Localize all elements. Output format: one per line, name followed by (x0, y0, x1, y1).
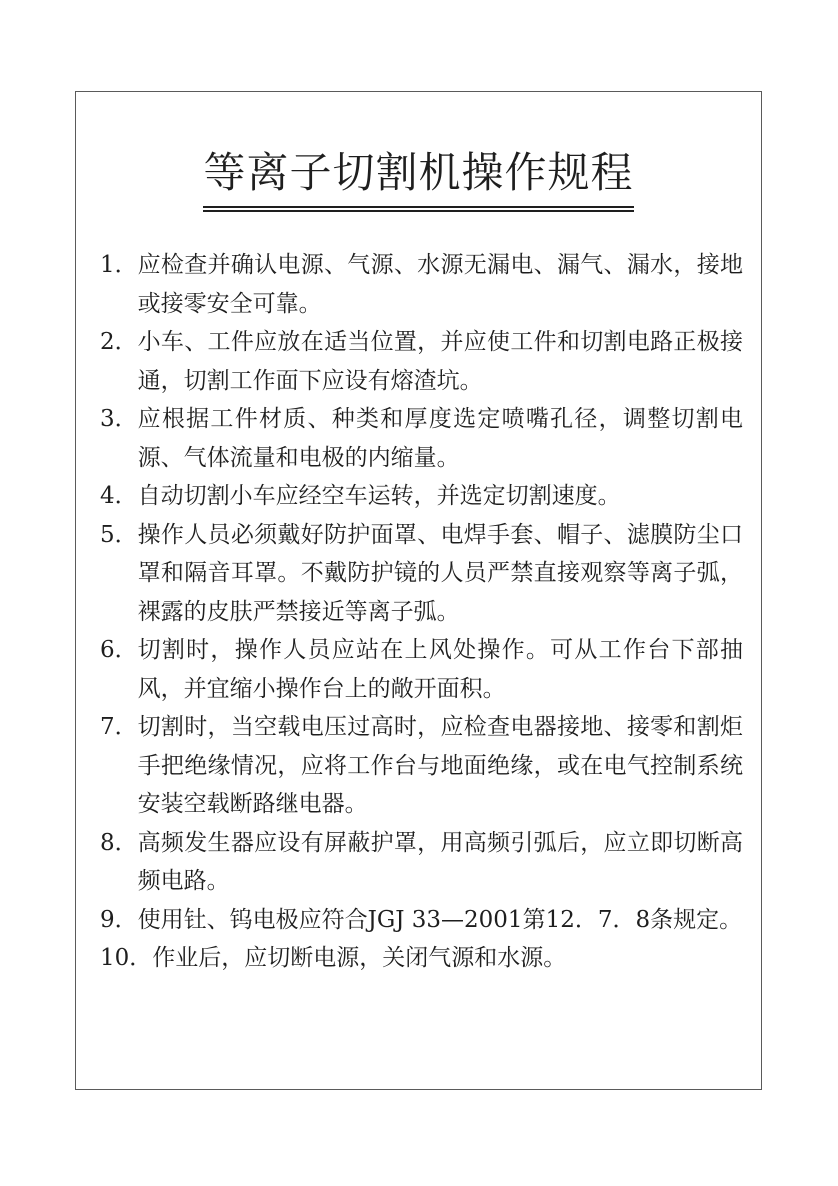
rule-item (100, 323, 743, 400)
rule-number: 2． (100, 329, 138, 356)
rule-number: 1． (100, 252, 138, 279)
rule-text: 应检查并确认电源、气源、水源无漏电、漏气、漏水，接地或接零安全可靠。 (137, 252, 743, 317)
document-title (76, 148, 761, 198)
rule-text: 切割时，当空载电压过高时，应检查电器接地、接零和割炬手把绝缘情况，应将工作台与地面绝缘，或在电气控制系统安装空载断路继电器。 (137, 714, 743, 818)
rule-item (100, 477, 743, 516)
rule-number: 5． (100, 521, 138, 548)
rule-number: 10． (100, 945, 153, 972)
rule-number: 7． (100, 714, 138, 741)
rule-item (100, 400, 743, 477)
rule-text: 自动切割小车应经空车运转，并选定切割速度。 (137, 483, 621, 510)
rule-number: 6． (100, 637, 138, 664)
rule-text: 作业后，应切断电源，关闭气源和水源。 (152, 945, 567, 972)
rule-text: 小车、工件应放在适当位置，并应使工件和切割电路正极接通，切割工作面下应设有熔渣坑。 (137, 329, 743, 394)
rule-text: 切割时，操作人员应站在上风处操作。可从工作台下部抽风，并宜缩小操作台上的敞开面积。 (137, 637, 743, 702)
rule-item (100, 631, 743, 708)
rule-text: 高频发生器应设有屏蔽护罩，用高频引弧后，应立即切断高频电路。 (137, 829, 743, 895)
rule-text: 应根据工件材质、种类和厚度选定喷嘴孔径，调整切割电源、气体流量和电极的内缩量。 (137, 406, 743, 471)
page-frame (75, 91, 762, 1090)
rule-number: 3． (100, 406, 138, 433)
rule-number: 9． (100, 906, 138, 933)
rule-item (100, 246, 743, 323)
rule-number: 8． (100, 829, 138, 856)
rule-item (100, 824, 743, 901)
rule-item (100, 901, 743, 940)
rule-item (100, 708, 743, 824)
rule-number: 4． (100, 483, 138, 510)
rule-item (100, 516, 743, 632)
rule-text: 使用钍、钨电极应符合JGJ 33—2001第12．7．8条规定。 (137, 906, 743, 933)
rule-item (100, 939, 743, 978)
rule-text: 操作人员必须戴好防护面罩、电焊手套、帽子、滤膜防尘口罩和隔音耳罩。不戴防护镜的人员严禁直接观察等离子弧，裸露的皮肤严禁接近等离子弧。 (137, 521, 743, 625)
document-title-text: 等离子切割机操作规程 (203, 148, 633, 212)
rules-list (100, 246, 743, 978)
